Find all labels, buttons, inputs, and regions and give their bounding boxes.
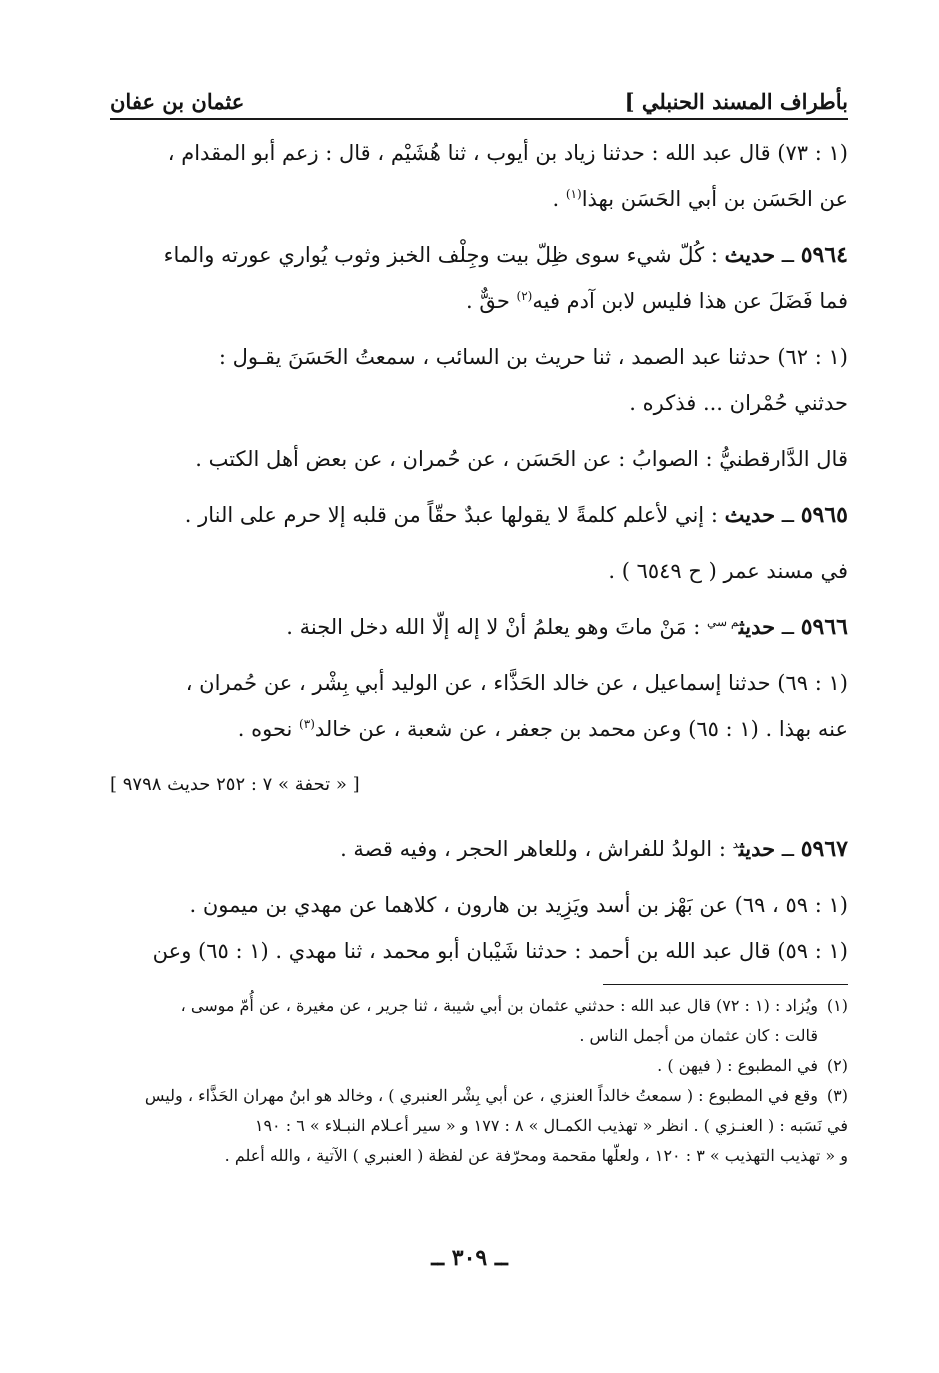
page (110, 78, 848, 1171)
daraqutni-note: قال الدَّارقطنيُّ : الصوابُ : عن الحَسَن ، عن حُمران ، عن بعض أهل الكتب . (195, 447, 848, 471)
hadith-keyword: حديث (724, 242, 776, 267)
footnote-ref-1[interactable]: (١) (565, 187, 582, 201)
hadith-entry-5966 (110, 604, 848, 650)
paragraph-isnad-3 (110, 660, 848, 752)
hadith-number: ٥٩٦٦ (800, 614, 848, 640)
header-section-title: عثمان بن عفان (110, 89, 245, 114)
hadith-keyword: حديث (738, 614, 776, 639)
text-line: ٥٩٦٤ ــ حديث : كُلّ شيء سوى ظِلّ بيت وجِلْف الخبز وثوب يُواري عورته والماء (163, 242, 848, 268)
footnote-3: (٣)وقع في المطبوع : ( سمعتُ خالداً العنزي ، عن أبي بِشْر العنبري ) ، وخالد هو ابنُ مهران الحَذَّاء ، وليس في نَسَبه : ( العنـزي ) . انظر « تهذيب الكمـال » ٨ : ١٧٧ و « سير أعـلام النبـلاء » ٦ : ١٩٠ و « تهذيب التهذيب » ٣ : ١٢٠ ، ولعلّها مقحمة ومحرّفة عن لفظة ( العنبري ) الآتية ، والله أعلم . (110, 1081, 848, 1171)
footnote-number: (٢) (826, 1056, 848, 1075)
text-line: ٥٩٦٥ ــ حديث : إني لأعلم كلمةً لا يقولها عبدٌ حقّاً من قلبه إلا حرم على النار . (184, 502, 848, 528)
text-line: عن الحَسَن بن أبي الحَسَن بهذا$^{(١)}$ . (552, 187, 848, 211)
source-symbol: د (732, 837, 739, 851)
main-text (110, 130, 848, 974)
header-book-title: بأطراف المسند الحنبلي ] (624, 89, 848, 114)
cross-reference: في مسند عمر ( ح ٦٥٤٩ ) . (608, 559, 848, 583)
tuhfa-reference: [ « تحفة » ٧ : ٢٥٢ حديث ٩٧٩٨ ] (110, 774, 360, 795)
text-line: ٥٩٦٦ ــ حديث$^{م سي}$ : مَنْ ماتَ وهو يعلمُ أنْ لا إله إلّا الله دخل الجنة . (286, 614, 848, 640)
text-line: (١ : ٦٢) حدثنا عبد الصمد ، ثنا حريث بن السائب ، سمعتُ الحَسَنَ يقـول : (218, 345, 848, 369)
footnotes (110, 991, 848, 1171)
hadith-entry-5964 (110, 232, 848, 324)
footnote-2: (٢)في المطبوع : ( فيهن ) . (110, 1051, 848, 1081)
hadith-number: ٥٩٦٧ (800, 836, 848, 862)
text-line: (١ : ٥٩ ، ٦٩) عن بَهْز بن أسد ويَزِيد بن هارون ، كلاهما عن مهدي بن ميمون . (189, 893, 848, 917)
text-line: (١ : ٦٩) حدثنا إسماعيل ، عن خالد الحَذَّاء ، عن الوليد أبي بِشْر ، عن حُمران ، (185, 671, 848, 695)
paragraph-isnad-1 (110, 130, 848, 222)
footnote-ref-2[interactable]: (٢) (516, 289, 533, 303)
text-line: فما فَضَلَ عن هذا فليس لابن آدم فيه$^{(٢)}$ حقٌّ . (466, 289, 848, 313)
footnote-divider (603, 984, 848, 985)
hadith-entry-5967 (110, 826, 848, 872)
text-line: (١ : ٥٩) قال عبد الله بن أحمد : حدثنا شَيْبان أبو محمد ، ثنا مهدي . (١ : ٦٥) وعن (152, 939, 848, 963)
hadith-number: ٥٩٦٥ (800, 502, 848, 528)
footnote-number: (٣) (826, 1086, 848, 1105)
hadith-keyword: حديث (724, 502, 776, 527)
hadith-entry-5965 (110, 492, 848, 538)
running-header (110, 78, 848, 120)
footnote-ref-3[interactable]: (٣) (299, 717, 315, 731)
paragraph-isnad-2 (110, 334, 848, 426)
text-line: عنه بهذا . (١ : ٦٥) وعن محمد بن جعفر ، عن شعبة ، عن خالد$^{(٣)}$ نحوه . (237, 717, 848, 741)
page-number: ــ ٣٠٩ ــ (431, 1245, 508, 1271)
source-symbol: م سي (707, 615, 739, 629)
footnote-1: (١)ويُزاد : (١ : ٧٢) قال عبد الله : حدثني عثمان بن أبي شيبة ، ثنا جرير ، عن مغيرة ، عن أُمّ موسى ، قالت : كان عثمان من أجمل الناس . (110, 991, 848, 1051)
footnote-number: (١) (826, 996, 848, 1015)
text-line: (١ : ٧٣) قال عبد الله : حدثنا زياد بن أيوب ، ثنا هُشَيْم ، قال : زعم أبو المقدام ، (167, 141, 848, 165)
paragraph-isnad-4 (110, 882, 848, 974)
text-line: ٥٩٦٧ ــ حديث$^د$ : الولدُ للفراش ، وللعاهر الحجر ، وفيه قصة . (340, 836, 848, 862)
text-line: حدثني حُمْران ... فذكره . (629, 391, 848, 415)
hadith-number: ٥٩٦٤ (800, 242, 848, 268)
hadith-keyword: حديث (738, 836, 776, 861)
